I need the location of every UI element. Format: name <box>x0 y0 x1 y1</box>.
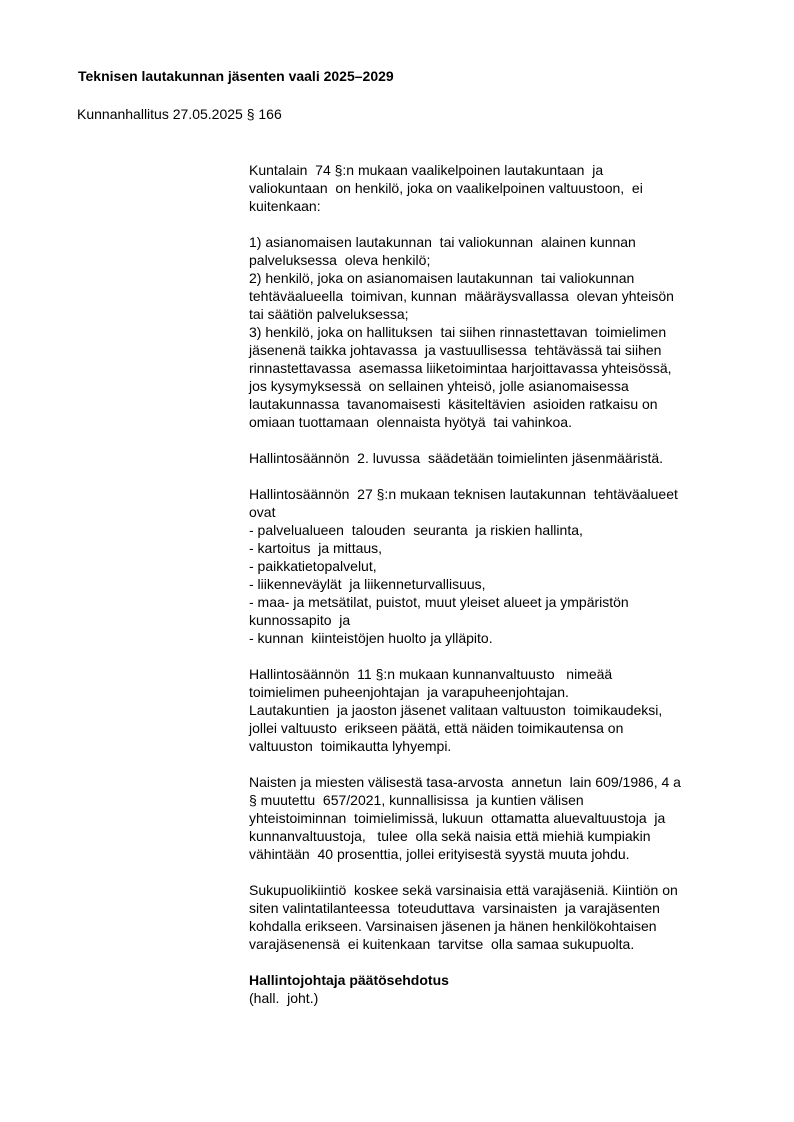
text-line: - paikkatietopalvelut, <box>249 558 377 574</box>
text-line: rinnastettavassa asemassa liiketoimintaa harjoittavassa yhteisössä, <box>249 360 672 376</box>
text-line: - maa- ja metsätilat, puistot, muut yleiset alueet ja ympäristön <box>249 594 629 610</box>
text-line: varajäsenensä ei kuitenkaan tarvitse olla samaa sukupuolta. <box>249 936 635 952</box>
paragraph-task-areas <box>249 485 749 647</box>
text-line: Naisten ja miesten välisestä tasa-arvosta annetun lain 609/1986, 4 a <box>249 774 681 790</box>
paragraph-chair-appointment <box>249 665 749 755</box>
text-line: valtuuston toimikautta lyhyempi. <box>249 738 452 754</box>
text-line: 3) henkilö, joka on hallituksen tai siihen rinnastettavan toimielimen <box>249 324 667 340</box>
text-line: 2) henkilö, joka on asianomaisen lautakunnan tai valiokunnan <box>249 270 635 286</box>
document-body <box>249 161 749 1007</box>
text-line: Sukupuolikiintiö koskee sekä varsinaisia että varajäseniä. Kiintiön on <box>249 882 678 898</box>
text-line: jollei valtuusto erikseen päätä, että näiden toimikautensa on <box>249 720 624 736</box>
text-line: tai säätiön palveluksessa; <box>249 306 409 322</box>
text-line: Kuntalain 74 §:n mukaan vaalikelpoinen lautakuntaan ja <box>249 162 604 178</box>
text-line: - liikenneväylät ja liikenneturvallisuus, <box>249 576 486 592</box>
proposal-author: (hall. joht.) <box>249 990 319 1006</box>
text-line: Hallintosäännön 27 §:n mukaan teknisen lautakunnan tehtäväalueet <box>249 486 678 502</box>
text-line: Hallintosäännön 11 §:n mukaan kunnanvaltuusto nimeää <box>249 666 613 682</box>
text-line: kunnossapito ja <box>249 612 351 628</box>
text-line: vähintään 40 prosenttia, jollei erityisestä syystä muuta johdu. <box>249 846 630 862</box>
proposal-heading: Hallintojohtaja päätösehdotus <box>249 972 449 988</box>
text-line: - kunnan kiinteistöjen huolto ja ylläpito. <box>249 630 493 646</box>
text-line: jos kysymyksessä on sellainen yhteisö, jolle asianomaisessa <box>249 378 629 394</box>
paragraph-member-counts <box>249 449 749 467</box>
text-line: - palvelualueen talouden seuranta ja riskien hallinta, <box>249 522 583 538</box>
text-line: toimielimen puheenjohtajan ja varapuheenjohtajan. <box>249 684 569 700</box>
text-line: § muutettu 657/2021, kunnallisissa ja kuntien välisen <box>249 792 584 808</box>
text-line: siten valintatilanteessa toteuduttava varsinaisten ja varajäsenten <box>249 900 660 916</box>
text-line: Hallintosäännön 2. luvussa säädetään toimielinten jäsenmääristä. <box>249 450 664 466</box>
text-line: omiaan tuottamaan olennaista hyötyä tai vahinkoa. <box>249 414 572 430</box>
paragraph-gender-equality <box>249 773 749 863</box>
text-line: ovat <box>249 504 276 520</box>
text-line: yhteistoiminnan toimielimissä, lukuun ottamatta aluevaltuustoja ja <box>249 810 666 826</box>
text-line: Lautakuntien ja jaoston jäsenet valitaan valtuuston toimikaudeksi, <box>249 702 663 718</box>
meeting-reference: Kunnanhallitus 27.05.2025 § 166 <box>77 106 282 122</box>
text-line: kuitenkaan: <box>249 198 321 214</box>
text-line: lautakunnassa tavanomaisesti käsiteltävien asioiden ratkaisu on <box>249 396 658 412</box>
text-line: jäsenenä taikka johtavassa ja vastuullisessa tehtävässä tai siihen <box>249 342 662 358</box>
text-line: palveluksessa oleva henkilö; <box>249 252 431 268</box>
paragraph-gender-quota <box>249 881 749 953</box>
document-title: Teknisen lautakunnan jäsenten vaali 2025–2029 <box>78 68 394 84</box>
text-line: tehtäväalueella toimivan, kunnan määräysvallassa olevan yhteisön <box>249 288 674 304</box>
paragraph-exceptions <box>249 233 749 431</box>
text-line: kohdalla erikseen. Varsinaisen jäsenen ja hänen henkilökohtaisen <box>249 918 657 934</box>
text-line: - kartoitus ja mittaus, <box>249 540 383 556</box>
text-line: kunnanvaltuustoja, tulee olla sekä naisia että miehiä kumpiakin <box>249 828 651 844</box>
paragraph-eligibility <box>249 161 749 215</box>
text-line: valiokuntaan on henkilö, joka on vaalikelpoinen valtuustoon, ei <box>249 180 643 196</box>
text-line: 1) asianomaisen lautakunnan tai valiokunnan alainen kunnan <box>249 234 636 250</box>
